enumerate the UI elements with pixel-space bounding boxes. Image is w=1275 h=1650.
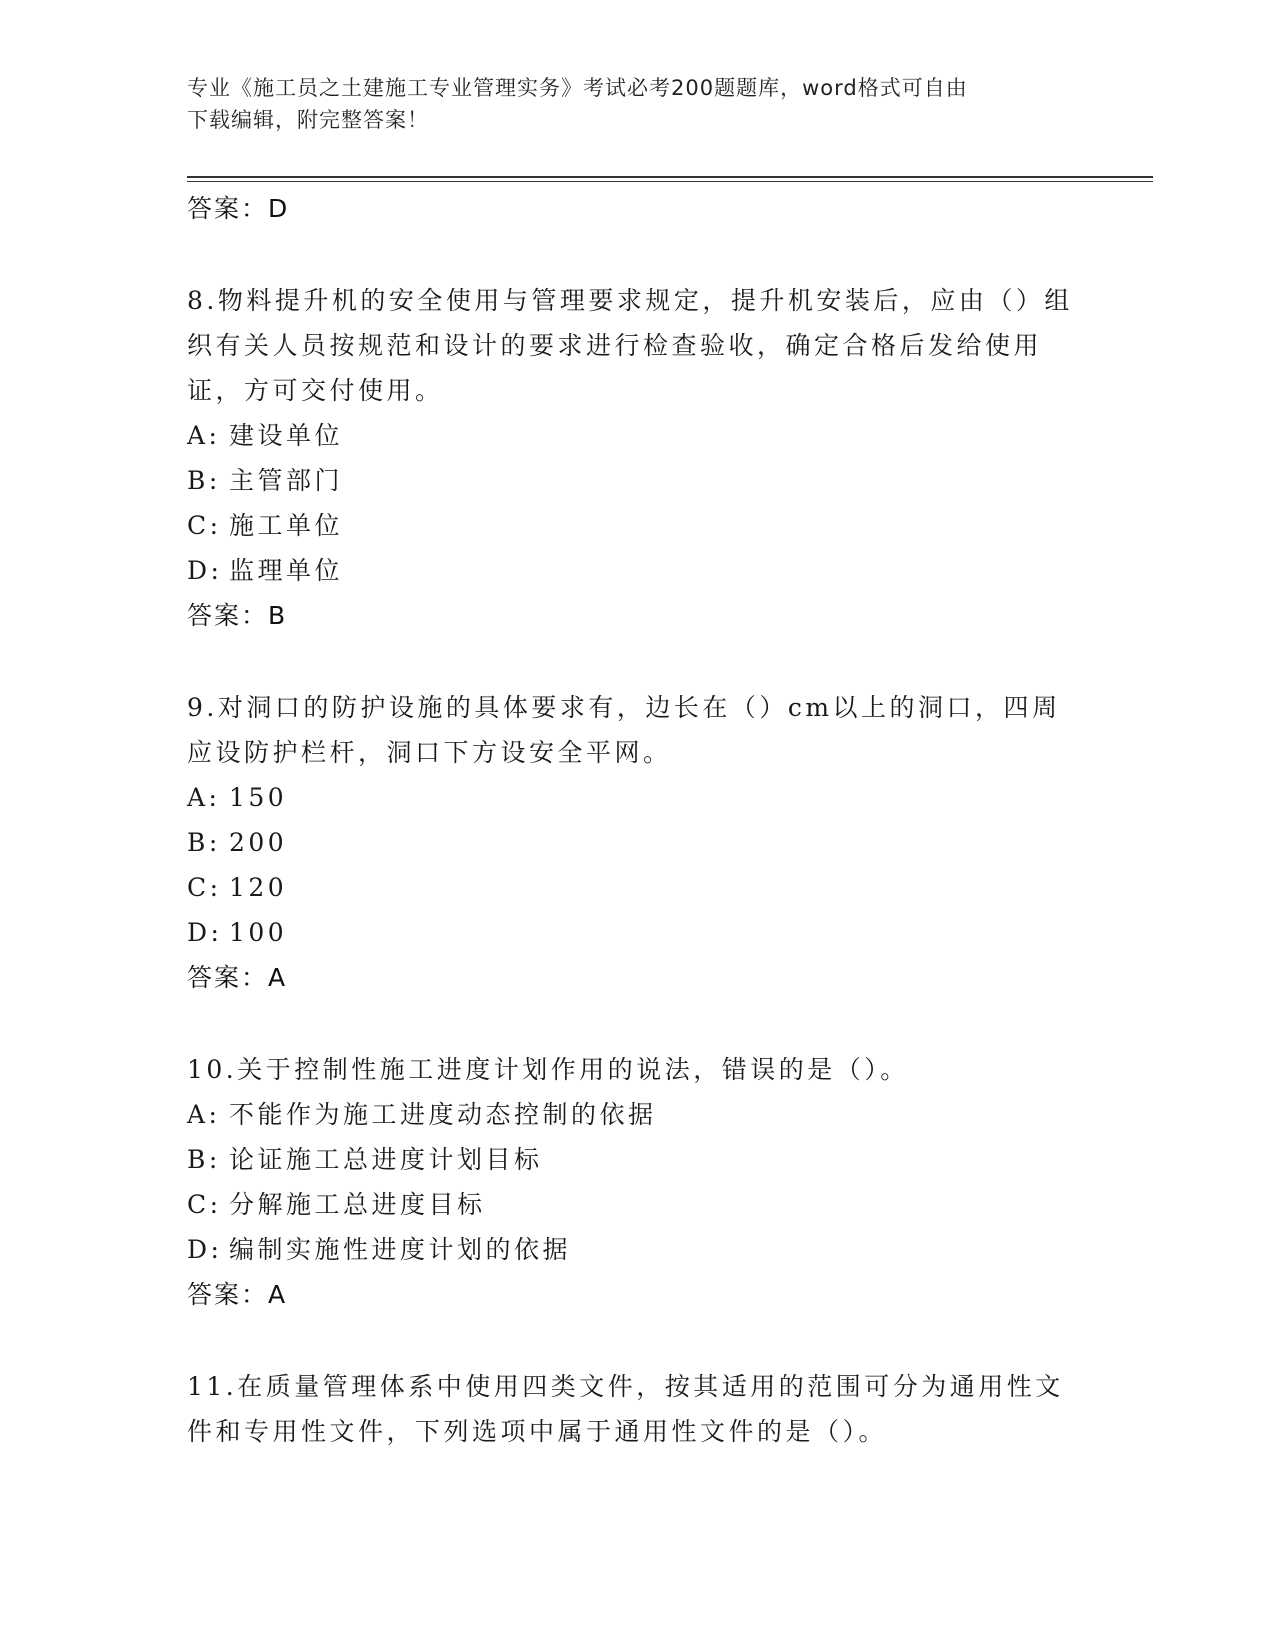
- spacer: [187, 1001, 1087, 1047]
- option-a: [187, 413, 1087, 458]
- option-text: 120: [229, 873, 288, 902]
- answer-label: 答案：A: [187, 963, 288, 992]
- option-b: [187, 1137, 1087, 1182]
- spacer: [187, 232, 1087, 278]
- question-stem: 10.关于控制性施工进度计划作用的说法，错误的是（）。: [187, 1055, 909, 1084]
- option-letter: A:: [187, 783, 221, 812]
- option-text: 施工单位: [229, 511, 344, 540]
- option-letter: B:: [187, 466, 221, 495]
- spacer: [187, 639, 1087, 685]
- option-text: 分解施工总进度目标: [229, 1190, 486, 1219]
- header-title-line-2: 下载编辑，附完整答案！: [187, 108, 429, 132]
- option-letter: C:: [187, 873, 222, 902]
- option-b: [187, 820, 1087, 865]
- option-letter: D:: [187, 556, 223, 585]
- question-10: [187, 1047, 1087, 1364]
- option-letter: B:: [187, 828, 221, 857]
- question-11: [187, 1364, 1087, 1454]
- option-text: 主管部门: [229, 466, 344, 495]
- spacer: [187, 1318, 1087, 1364]
- option-letter: A:: [187, 1100, 221, 1129]
- option-c: [187, 1182, 1087, 1227]
- question-9: [187, 685, 1087, 1047]
- header-rule-thin: [187, 181, 1153, 182]
- question-list: [187, 186, 1087, 1454]
- option-b: [187, 458, 1087, 503]
- option-letter: D:: [187, 918, 223, 947]
- question-stem: 11.在质量管理体系中使用四类文件，按其适用的范围可分为通用性文件和专用性文件，下列选项中属于通用性文件的是（）。: [187, 1372, 1064, 1446]
- option-text: 不能作为施工进度动态控制的依据: [229, 1100, 657, 1129]
- option-text: 编制实施性进度计划的依据: [229, 1235, 572, 1264]
- option-text: 监理单位: [229, 556, 344, 585]
- question-stem: 9.对洞口的防护设施的具体要求有，边长在（）cm以上的洞口，四周应设防护栏杆，洞口下方设安全平网。: [187, 693, 1061, 767]
- option-letter: C:: [187, 511, 222, 540]
- option-a: [187, 1092, 1087, 1137]
- question-8: [187, 278, 1087, 685]
- option-text: 建设单位: [229, 421, 344, 450]
- option-letter: D:: [187, 1235, 223, 1264]
- page-header: [187, 72, 1067, 136]
- previous-answer: 答案：D: [187, 194, 290, 223]
- option-text: 150: [229, 783, 288, 812]
- option-d: [187, 1227, 1087, 1272]
- question-stem: 8.物料提升机的安全使用与管理要求规定，提升机安装后，应由（）组织有关人员按规范和设计的要求进行检查验收，确定合格后发给使用证，方可交付使用。: [187, 286, 1073, 405]
- option-text: 100: [229, 918, 288, 947]
- answer-label: 答案：B: [187, 601, 288, 630]
- option-a: [187, 775, 1087, 820]
- option-letter: B:: [187, 1145, 221, 1174]
- header-rule-thick: [187, 176, 1153, 178]
- option-letter: A:: [187, 421, 221, 450]
- option-letter: C:: [187, 1190, 222, 1219]
- option-d: [187, 548, 1087, 593]
- answer-label: 答案：A: [187, 1280, 288, 1309]
- header-title-line-1: 专业《施工员之土建施工专业管理实务》考试必考200题题库，word格式可自由: [187, 76, 968, 100]
- option-c: [187, 865, 1087, 910]
- option-d: [187, 910, 1087, 955]
- option-text: 200: [229, 828, 288, 857]
- option-text: 论证施工总进度计划目标: [229, 1145, 543, 1174]
- option-c: [187, 503, 1087, 548]
